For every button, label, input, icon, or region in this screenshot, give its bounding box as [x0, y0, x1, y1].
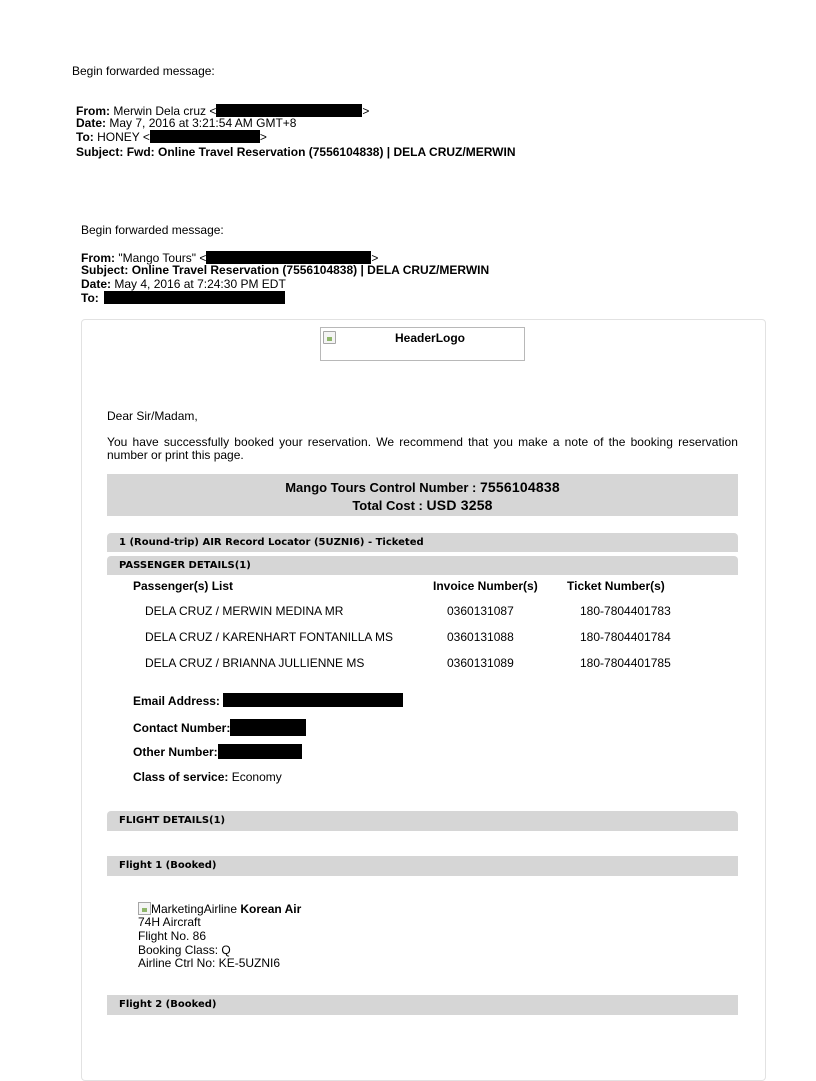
passenger-list-header: Passenger(s) List: [133, 579, 234, 593]
invoice-number: 0360131088: [447, 630, 514, 644]
other-number-row: [133, 744, 302, 759]
redacted-phone: [218, 744, 302, 759]
fwd2-to-label: To:: [81, 291, 99, 305]
passenger-name: DELA CRUZ / BRIANNA JULLIENNE MS: [145, 656, 365, 670]
flight-number: Flight No. 86: [138, 929, 207, 943]
fwd2-from-label: From:: [81, 251, 115, 265]
intro-paragraph: [107, 436, 738, 462]
email-address-label: Email Address:: [133, 694, 220, 708]
intro-line-1: You have successfully booked your reservation. We recommend that you make a note of the booking reservation: [107, 435, 738, 449]
control-number-box: [107, 474, 738, 516]
passenger-name: DELA CRUZ / MERWIN MEDINA MR: [145, 604, 344, 618]
fwd2-from-close: >: [371, 251, 379, 265]
ticket-header: Ticket Number(s): [567, 579, 665, 593]
fwd1-subject-line: [76, 146, 516, 159]
invoice-header: Invoice Number(s): [433, 579, 538, 593]
fwd1-to-value: HONEY <: [97, 130, 150, 144]
fwd2-subject-line: [81, 264, 489, 277]
fwd2-from-value: "Mango Tours" <: [118, 251, 207, 265]
contact-number-row: [133, 719, 306, 736]
forward-heading-1: Begin forwarded message:: [72, 64, 215, 78]
fwd2-date-line: [81, 278, 286, 291]
header-logo-alt: HeaderLogo: [395, 331, 466, 345]
fwd1-to-label: To:: [76, 130, 94, 144]
fwd1-date-value: May 7, 2016 at 3:21:54 AM GMT+8: [109, 116, 297, 130]
fwd1-from-label: From:: [76, 104, 110, 118]
ticket-number: 180-7804401784: [580, 630, 671, 644]
broken-image-icon: [323, 331, 336, 344]
fwd2-subject-value: Online Travel Reservation (7556104838) | DELA CRUZ/MERWIN: [131, 263, 490, 277]
broken-image-icon: [138, 902, 151, 915]
record-locator-bar: 1 (Round-trip) AIR Record Locator (5UZNI6) - Ticketed: [107, 533, 738, 552]
total-cost-label: Total Cost :: [352, 498, 427, 513]
redacted-phone: [230, 719, 306, 736]
invoice-number: 0360131087: [447, 604, 514, 618]
redacted-email: [150, 130, 260, 143]
flight-1-bar: Flight 1 (Booked): [107, 856, 738, 876]
contact-number-label: Contact Number:: [133, 721, 231, 735]
fwd2-to-line: [81, 291, 285, 305]
flight-1-airline-line: [138, 902, 301, 916]
control-number-line: [107, 479, 738, 495]
class-of-service-value: Economy: [228, 770, 282, 784]
fwd1-from-close: >: [362, 104, 370, 118]
control-number: 7556104838: [479, 479, 560, 495]
fwd1-to-line: [76, 130, 267, 144]
airline-ctrl-number: Airline Ctrl No: KE-5UZNI6: [138, 956, 281, 970]
fwd1-subject-label: Subject:: [76, 145, 124, 159]
fwd2-date-label: Date:: [81, 277, 112, 291]
other-number-label: Other Number:: [133, 745, 218, 759]
aircraft: 74H Aircraft: [138, 915, 201, 929]
invoice-number: 0360131089: [447, 656, 514, 670]
passenger-details-bar: PASSENGER DETAILS(1): [107, 556, 738, 575]
fwd2-date-value: May 4, 2016 at 7:24:30 PM EDT: [114, 277, 286, 291]
greeting: Dear Sir/Madam,: [107, 409, 198, 423]
flight-2-bar: Flight 2 (Booked): [107, 995, 738, 1015]
forward-heading-2: Begin forwarded message:: [81, 223, 224, 237]
total-cost: USD 3258: [426, 497, 493, 513]
passenger-name: DELA CRUZ / KARENHART FONTANILLA MS: [145, 630, 394, 644]
airline-logo-alt: MarketingAirline: [151, 902, 238, 916]
redacted-email: [104, 291, 285, 304]
class-of-service-label: Class of service:: [133, 770, 229, 784]
fwd1-date-label: Date:: [76, 116, 107, 130]
total-cost-line: [107, 497, 738, 513]
booking-class: Booking Class: Q: [138, 943, 231, 957]
ticket-number: 180-7804401783: [580, 604, 671, 618]
fwd1-subject-value: Fwd: Online Travel Reservation (7556104838) | DELA CRUZ/MERWIN: [126, 145, 516, 159]
email-address-row: [133, 693, 403, 708]
class-of-service-row: [133, 770, 282, 784]
fwd1-from-value: Merwin Dela cruz <: [113, 104, 217, 118]
ticket-number: 180-7804401785: [580, 656, 671, 670]
flight-details-bar: FLIGHT DETAILS(1): [107, 811, 738, 831]
control-number-label: Mango Tours Control Number :: [285, 480, 480, 495]
intro-line-2: number or print this page.: [107, 448, 244, 462]
header-logo: [320, 327, 525, 361]
fwd1-to-close: >: [259, 130, 267, 144]
fwd1-date-line: [76, 117, 296, 130]
fwd2-subject-label: Subject:: [81, 263, 129, 277]
redacted-email: [223, 693, 403, 707]
airline-name: Korean Air: [240, 902, 302, 916]
